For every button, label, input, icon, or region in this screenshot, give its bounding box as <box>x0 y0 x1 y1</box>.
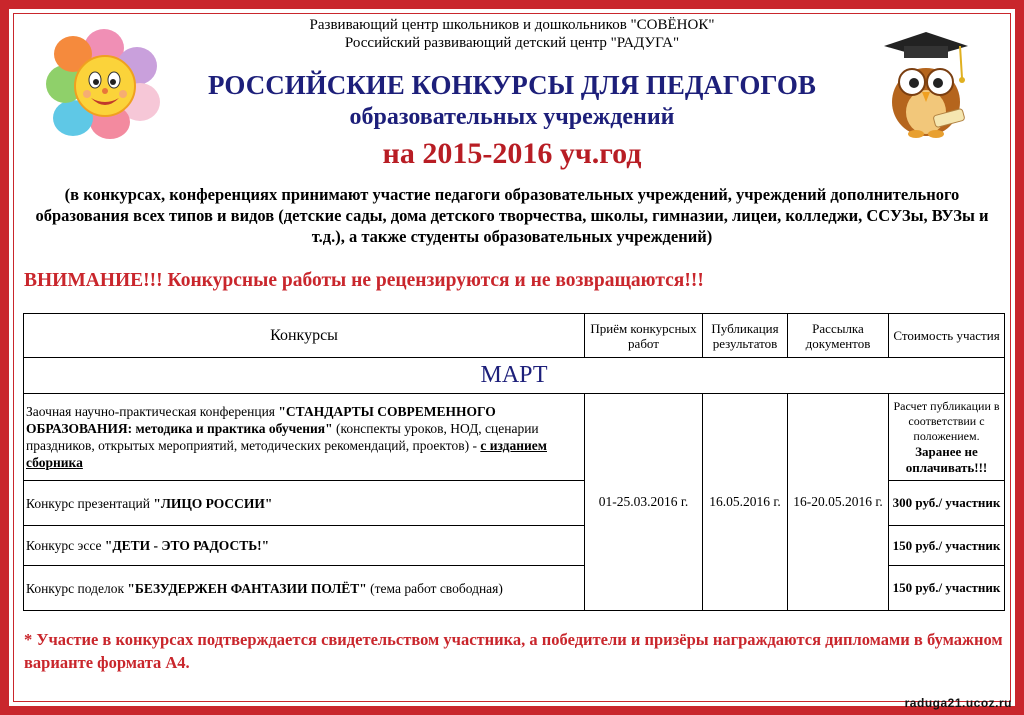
contest-name <box>24 394 585 481</box>
contest-cost <box>889 481 1005 526</box>
cost-warning: Заранее не оплачивать!!! <box>905 443 988 475</box>
contest-name <box>24 566 585 611</box>
cost-value: 150 руб./ участник <box>892 537 1001 553</box>
contest-prefix: Конкурс эссе <box>26 538 105 553</box>
org-line-1: Развивающий центр школьников и дошкольников "СОВЁНОК" <box>309 17 715 33</box>
table-header-row <box>24 314 1005 358</box>
academic-year: на 2015-2016 уч.год <box>382 137 642 170</box>
header-mailing: Рассылка документов <box>788 314 889 358</box>
attention-notice: ВНИМАНИЕ!!! Конкурсные работы не рецензируются и не возвращаются!!! <box>24 270 704 291</box>
footnote: * Участие в конкурсах подтверждается свидетельством участника, а победители и призёры награждаются дипломами в бумажном варианте формата А4. <box>24 630 1003 672</box>
contest-cost <box>889 526 1005 566</box>
submission-date: 01-25.03.2016 г. <box>585 394 703 611</box>
contest-cost <box>889 394 1005 481</box>
contest-extra: с изданием сборника <box>26 438 547 470</box>
month-row <box>24 358 1005 394</box>
contest-suffix: (тема работ свободная) <box>366 580 503 596</box>
page-subtitle: образовательных учреждений <box>349 104 675 130</box>
header-publication: Публикация результатов <box>703 314 788 358</box>
contest-prefix: Заочная научно-практическая конференция <box>26 404 279 419</box>
header-submission: Приём конкурсных работ <box>585 314 703 358</box>
table-row <box>24 394 1005 481</box>
header-contests: Конкурсы <box>24 314 585 358</box>
org-line-2: Российский развивающий детский центр "РАДУГА" <box>344 35 680 51</box>
contest-title: "БЕЗУДЕРЖЕН ФАНТАЗИИ ПОЛЁТ" <box>127 580 367 596</box>
contest-prefix: Конкурс поделок <box>26 580 128 596</box>
contests-table <box>23 313 1005 611</box>
contest-suffix: (конспекты уроков, НОД, сценарии праздников, открытых мероприятий, методических рекомендаций, проектов) - <box>26 421 539 453</box>
cost-note: Расчет публикации в соответствии с положением. <box>893 398 1000 443</box>
publication-date: 16.05.2016 г. <box>703 394 788 611</box>
contest-name <box>24 481 585 526</box>
contest-name <box>24 526 585 566</box>
contest-prefix: Конкурс презентаций <box>26 495 154 511</box>
contest-cost <box>889 566 1005 611</box>
mailing-date: 16-20.05.2016 г. <box>788 394 889 611</box>
intro-text: (в конкурсах, конференциях принимают участие педагоги образовательных учреждений, учреждений дополнительного образования всех типов и видов (детские сады, дома детского творчества, школы, гимназии, лицеи, колледжи, ССУЗы, ВУЗы и т.д.), а также студенты образовательных учреждений) <box>35 185 989 246</box>
contest-title: "ДЕТИ - ЭТО РАДОСТЬ!" <box>104 538 270 553</box>
cost-value: 150 руб./ участник <box>892 580 1001 595</box>
contest-title: "СТАНДАРТЫ СОВРЕМЕННОГО ОБРАЗОВАНИЯ: методика и практика обучения" <box>26 404 496 436</box>
header-cost: Стоимость участия <box>889 314 1005 358</box>
site-watermark: raduga21.ucoz.ru <box>904 696 1012 710</box>
contest-title: "ЛИЦО РОССИИ" <box>153 495 273 511</box>
page-title: РОССИЙСКИЕ КОНКУРСЫ ДЛЯ ПЕДАГОГОВ <box>208 70 816 100</box>
cost-value: 300 руб./ участник <box>892 495 1001 510</box>
month-label: МАРТ <box>24 358 1005 394</box>
